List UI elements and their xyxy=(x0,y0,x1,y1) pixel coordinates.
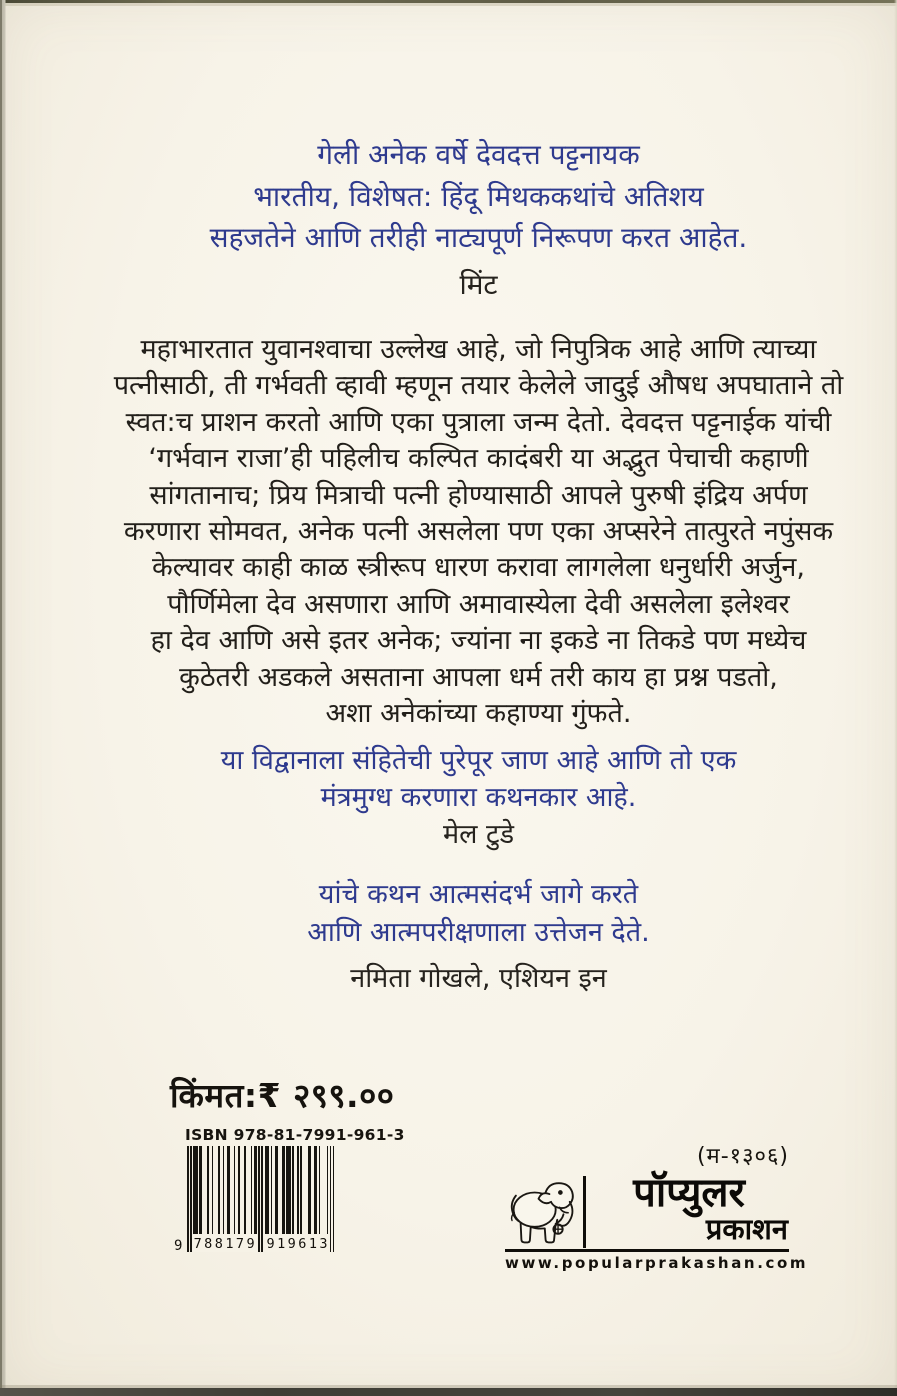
quote-line: यांचे कथन आत्मसंदर्भ जागे करते xyxy=(318,879,639,910)
barcode-digit-lead: 9 xyxy=(174,1238,183,1254)
synopsis-line: महाभारतात युवानश्वाचा उल्लेख आहे, जो निपुत्रिक आहे आणि त्याच्या xyxy=(140,334,817,365)
quote-line: मंत्रमुग्ध करणारा कथनकार आहे. xyxy=(320,782,637,813)
synopsis-line: पत्नीसाठी, ती गर्भवती व्हावी म्हणून तयार केलेले जादुई औषध अपघाताने तो xyxy=(113,370,844,402)
logo-divider-line xyxy=(583,1176,586,1248)
synopsis-paragraph xyxy=(30,332,897,732)
quote-attribution: नमिता गोखले, एशियन इन xyxy=(350,963,607,994)
isbn-label: ISBN 978-81-7991-961-3 xyxy=(185,1126,405,1144)
synopsis-line: ‘गर्भवान राजा’ही पहिलीच कल्पित कादंबरी या अद्भुत पेचाची कहाणी xyxy=(148,443,809,475)
synopsis-line: पौर्णिमेला देव असणारा आणि अमावास्येला देवी असलेला इलेश्वर xyxy=(167,588,790,620)
synopsis-line: अशा अनेकांच्या कहाण्या गुंफते. xyxy=(325,698,632,730)
synopsis-line: हा देव आणि असे इतर अनेक; ज्यांना ना इकडे ना तिकडे पण मध्येच xyxy=(150,625,807,657)
quote-line: गेली अनेक वर्षे देवदत्त पट्टनायक xyxy=(317,138,640,171)
synopsis-line: सांगतानाच; प्रिय मित्राची पत्नी होण्यासाठी आपले पुरुषी इंद्रिय अर्पण xyxy=(149,479,808,511)
synopsis-line: स्वत:च प्राशन करतो आणि एका पुत्राला जन्म देतो. देवदत्त पट्टनाईक यांची xyxy=(125,406,832,438)
quote-line: सहजतेने आणि तरीही नाट्यपूर्ण निरूपण करत आहेत. xyxy=(209,221,748,254)
quote-attribution: मिंट xyxy=(459,267,498,301)
scan-edge-left xyxy=(0,0,6,1396)
publisher-name-line1: पॉप्युलर xyxy=(633,1170,745,1216)
publisher-website: www.popularprakashan.com xyxy=(505,1254,809,1272)
quote-line: भारतीय, विशेषत: हिंदू मिथककथांचे अतिशय xyxy=(253,179,704,213)
publisher-code: (म-१३०६) xyxy=(696,1144,789,1169)
elephant-icon xyxy=(505,1172,583,1256)
synopsis-line: कुठेतरी अडकले असताना आपला धर्म तरी काय हा प्रश्न पडतो, xyxy=(179,661,778,693)
review-quote-2 xyxy=(30,742,897,853)
publisher-name-line2: प्रकाशन xyxy=(705,1212,788,1246)
review-quote-1 xyxy=(30,134,897,305)
synopsis-line: करणारा सोमवत, अनेक पत्नी असलेला पण एका अप्सरेने तात्पुरते नपुंसक xyxy=(123,516,834,548)
synopsis-line: केल्यावर काही काळ स्त्रीरूप धारण करावा लागलेला धनुर्धारी अर्जुन, xyxy=(152,552,805,584)
logo-underline xyxy=(505,1249,789,1252)
quote-line: या विद्वानाला संहितेची पुरेपूर जाण आहे आणि तो एक xyxy=(220,745,737,776)
barcode-digits-right: 9 1 9 6 1 3 xyxy=(265,1234,330,1252)
price-label: किंमत:₹ २९९.०० xyxy=(170,1076,395,1115)
quote-line: आणि आत्मपरीक्षणाला उत्तेजन देते. xyxy=(307,917,650,948)
scan-edge-bottom xyxy=(0,1388,897,1396)
isbn-barcode xyxy=(174,1146,335,1254)
review-quote-3 xyxy=(30,876,897,998)
quote-attribution: मेल टुडे xyxy=(442,819,515,850)
barcode-digits-left: 7 8 8 1 7 9 xyxy=(192,1234,257,1252)
scan-edge-top-fade xyxy=(0,3,897,6)
